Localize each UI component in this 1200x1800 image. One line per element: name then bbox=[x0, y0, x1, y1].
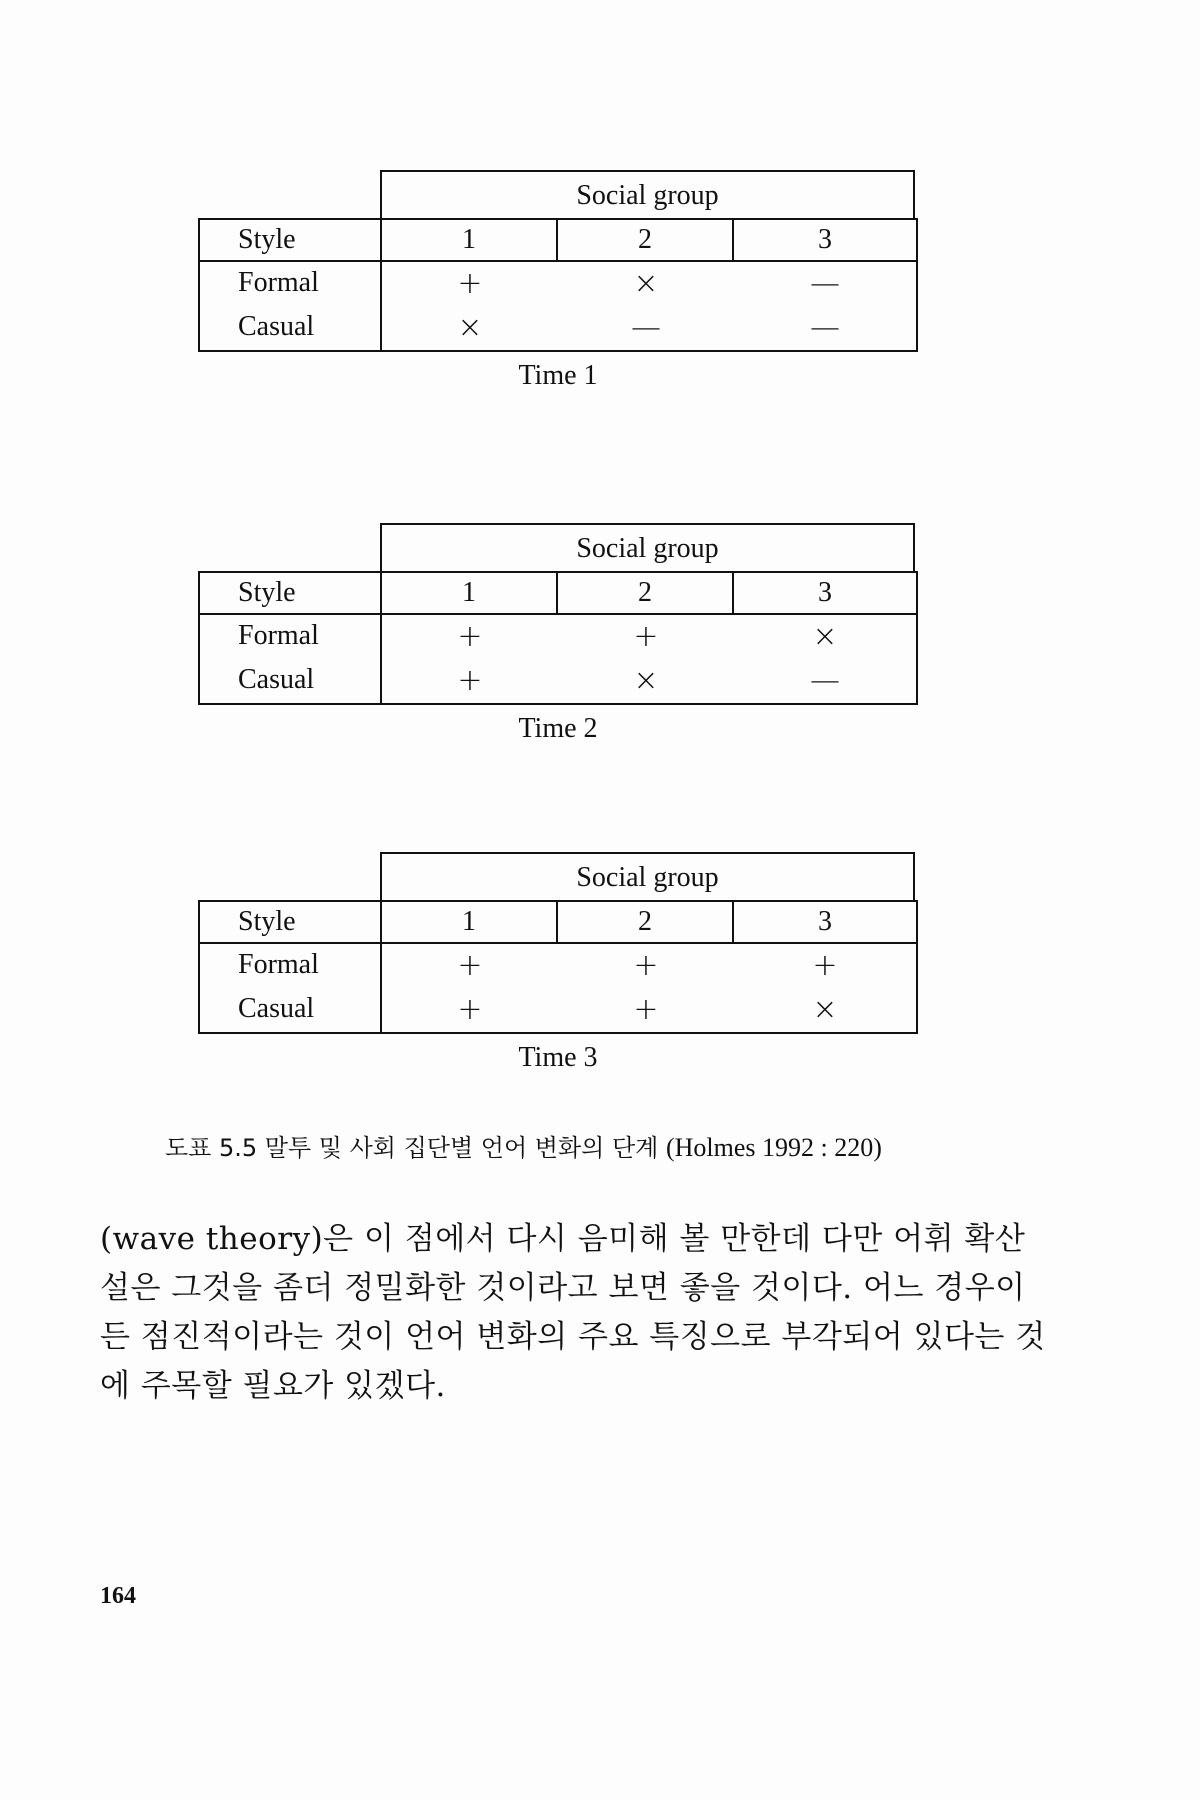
style-header: Style bbox=[200, 573, 382, 613]
time-label: Time 1 bbox=[518, 360, 598, 391]
row-label-casual: Casual bbox=[200, 304, 382, 350]
table-row bbox=[200, 304, 916, 350]
value-cell: × bbox=[457, 309, 483, 345]
value-cell: — bbox=[810, 309, 840, 345]
figure-time-2 bbox=[198, 523, 918, 744]
table-grid bbox=[198, 218, 918, 352]
value-cell: + bbox=[457, 265, 483, 301]
value-cell: + bbox=[457, 662, 483, 698]
page-number: 164 bbox=[100, 1583, 136, 1609]
table-header-row bbox=[200, 220, 916, 262]
row-label-formal: Formal bbox=[200, 944, 382, 986]
group-3-header: 3 bbox=[818, 906, 832, 937]
row-label-casual: Casual bbox=[200, 657, 382, 703]
value-cell: × bbox=[812, 618, 838, 654]
group-3-header: 3 bbox=[818, 577, 832, 608]
group-1-header: 1 bbox=[382, 902, 558, 942]
paragraph-line: 설은 그것을 좀더 정밀화한 것이라고 보면 좋을 것이다. 어느 경우이 bbox=[100, 1270, 1026, 1306]
style-group-table bbox=[198, 523, 918, 744]
value-cell: + bbox=[457, 947, 483, 983]
style-header: Style bbox=[200, 902, 382, 942]
figure-time-3 bbox=[198, 852, 918, 1073]
figure-caption bbox=[165, 1128, 1065, 1163]
paragraph-line: 에 주목할 필요가 있겠다. bbox=[100, 1368, 446, 1404]
table-header-row bbox=[200, 573, 916, 615]
row-label-formal: Formal bbox=[200, 615, 382, 657]
paragraph-line: (wave theory)은 이 점에서 다시 음미해 볼 만한데 다만 어휘 확산 bbox=[100, 1221, 1026, 1257]
group-3-header: 3 bbox=[818, 224, 832, 255]
table-row bbox=[200, 657, 916, 703]
group-1-header: 1 bbox=[382, 220, 558, 260]
table-header-row bbox=[200, 902, 916, 944]
value-cell: × bbox=[633, 265, 659, 301]
time-label: Time 2 bbox=[518, 713, 598, 744]
value-cell: + bbox=[633, 991, 659, 1027]
group-2-header: 2 bbox=[558, 902, 734, 942]
value-cell: — bbox=[631, 309, 661, 345]
table-row bbox=[200, 615, 916, 657]
social-group-header: Social group bbox=[380, 170, 915, 218]
value-cell: + bbox=[457, 991, 483, 1027]
value-cell: + bbox=[633, 618, 659, 654]
table-grid bbox=[198, 571, 918, 705]
body-paragraph bbox=[100, 1215, 1115, 1411]
value-cell: + bbox=[457, 618, 483, 654]
value-cell: — bbox=[810, 662, 840, 698]
value-cell: — bbox=[810, 265, 840, 301]
value-cell: × bbox=[812, 991, 838, 1027]
caption-label: 도표 5.5 말투 및 사회 집단별 언어 변화의 단계 bbox=[165, 1134, 659, 1162]
row-label-casual: Casual bbox=[200, 986, 382, 1032]
table-row bbox=[200, 262, 916, 304]
row-label-formal: Formal bbox=[200, 262, 382, 304]
group-2-header: 2 bbox=[558, 220, 734, 260]
social-group-header: Social group bbox=[380, 852, 915, 900]
value-cell: + bbox=[812, 947, 838, 983]
table-row bbox=[200, 944, 916, 986]
group-2-header: 2 bbox=[558, 573, 734, 613]
table-row bbox=[200, 986, 916, 1032]
figure-time-1 bbox=[198, 170, 918, 391]
table-grid bbox=[198, 900, 918, 1034]
social-group-header: Social group bbox=[380, 523, 915, 571]
style-header: Style bbox=[200, 220, 382, 260]
style-group-table bbox=[198, 852, 918, 1073]
group-1-header: 1 bbox=[382, 573, 558, 613]
style-group-table bbox=[198, 170, 918, 391]
caption-citation: (Holmes 1992 : 220) bbox=[665, 1133, 882, 1162]
time-label: Time 3 bbox=[518, 1042, 598, 1073]
value-cell: × bbox=[633, 662, 659, 698]
paragraph-line: 든 점진적이라는 것이 언어 변화의 주요 특징으로 부각되어 있다는 것 bbox=[100, 1319, 1046, 1355]
value-cell: + bbox=[633, 947, 659, 983]
